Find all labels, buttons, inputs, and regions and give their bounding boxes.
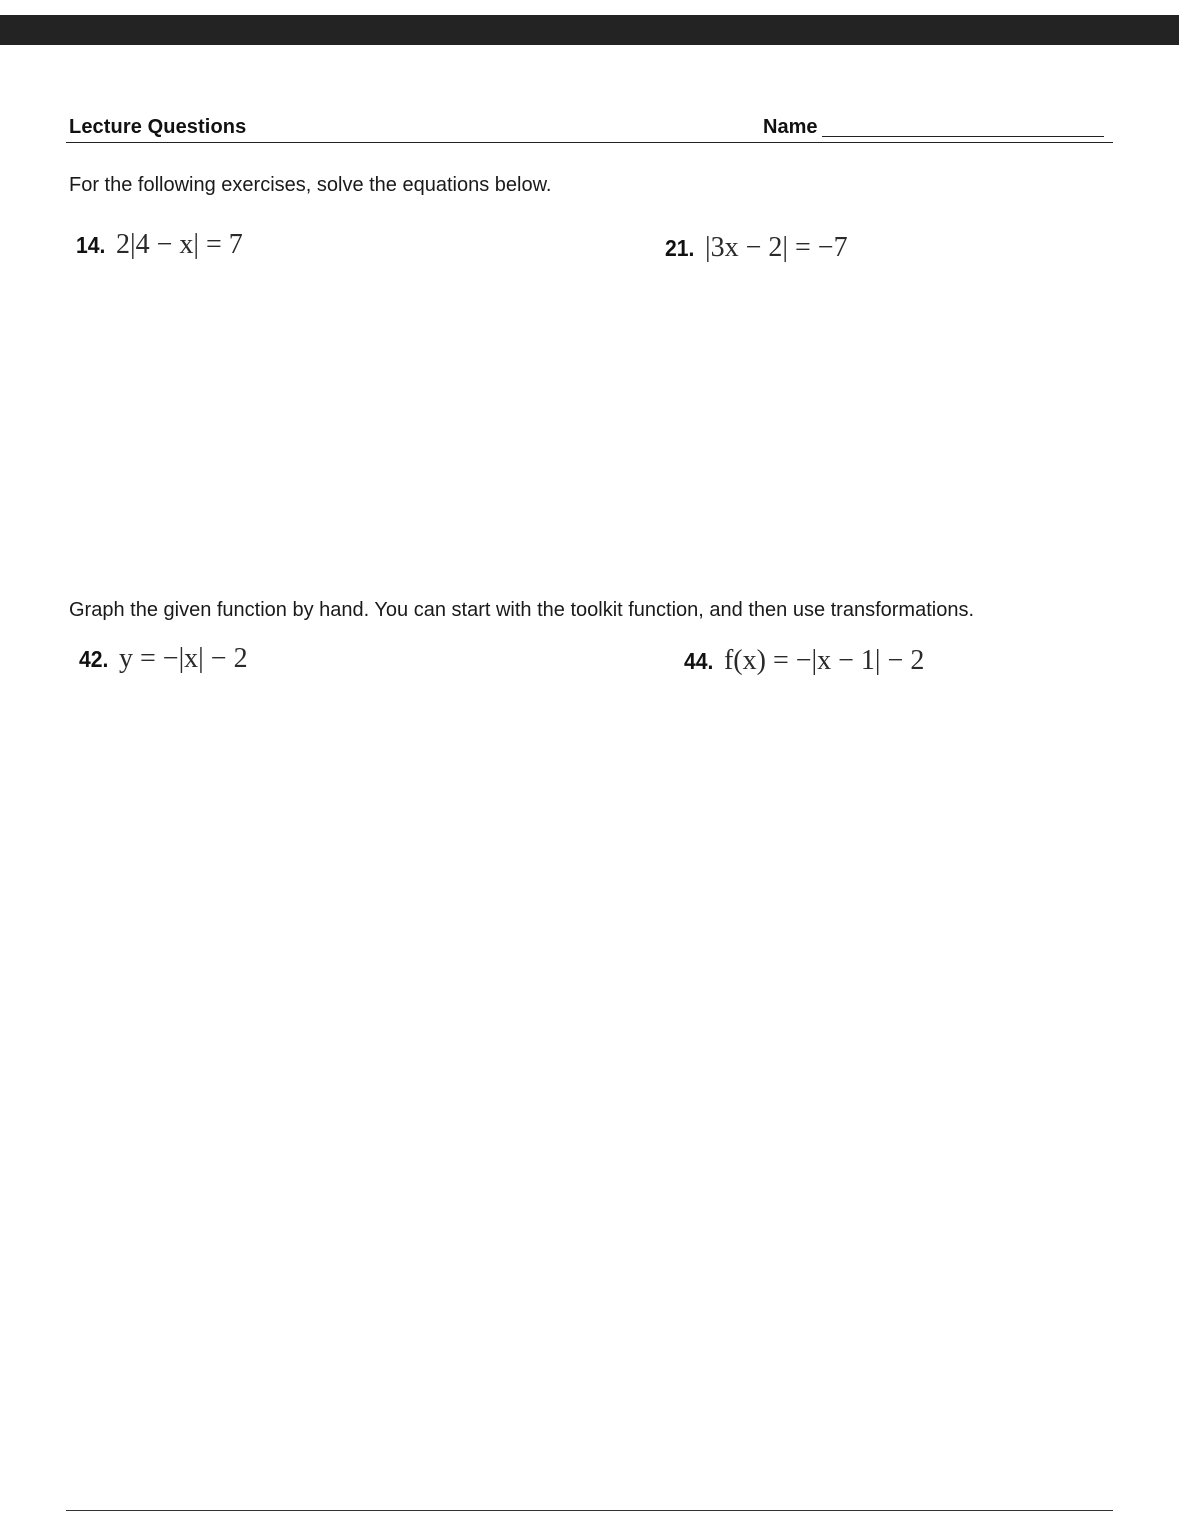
problem-number: 21. xyxy=(665,235,695,261)
problem-equation: 2|4 − x| = 7 xyxy=(115,229,243,260)
section2-instruction: Graph the given function by hand. You can start with the toolkit function, and then use transformations. xyxy=(69,599,975,621)
problem-21 xyxy=(665,232,848,264)
problem-14 xyxy=(76,229,243,261)
name-label: Name xyxy=(763,116,818,138)
page-header xyxy=(66,114,1113,143)
problem-equation: |3x − 2| = −7 xyxy=(704,232,848,263)
problem-number: 14. xyxy=(76,232,106,258)
page-title: Lecture Questions xyxy=(69,116,247,138)
problem-function: y = −|x| − 2 xyxy=(118,643,248,674)
section1-instruction: For the following exercises, solve the equations below. xyxy=(69,174,552,196)
footer-divider xyxy=(66,1510,1113,1511)
problem-42 xyxy=(79,643,248,675)
problem-44 xyxy=(684,645,924,677)
top-bar xyxy=(0,15,1179,45)
problem-number: 44. xyxy=(684,648,714,674)
problem-number: 42. xyxy=(79,646,109,672)
name-blank-line xyxy=(822,136,1104,137)
problem-function: f(x) = −|x − 1| − 2 xyxy=(723,645,925,676)
